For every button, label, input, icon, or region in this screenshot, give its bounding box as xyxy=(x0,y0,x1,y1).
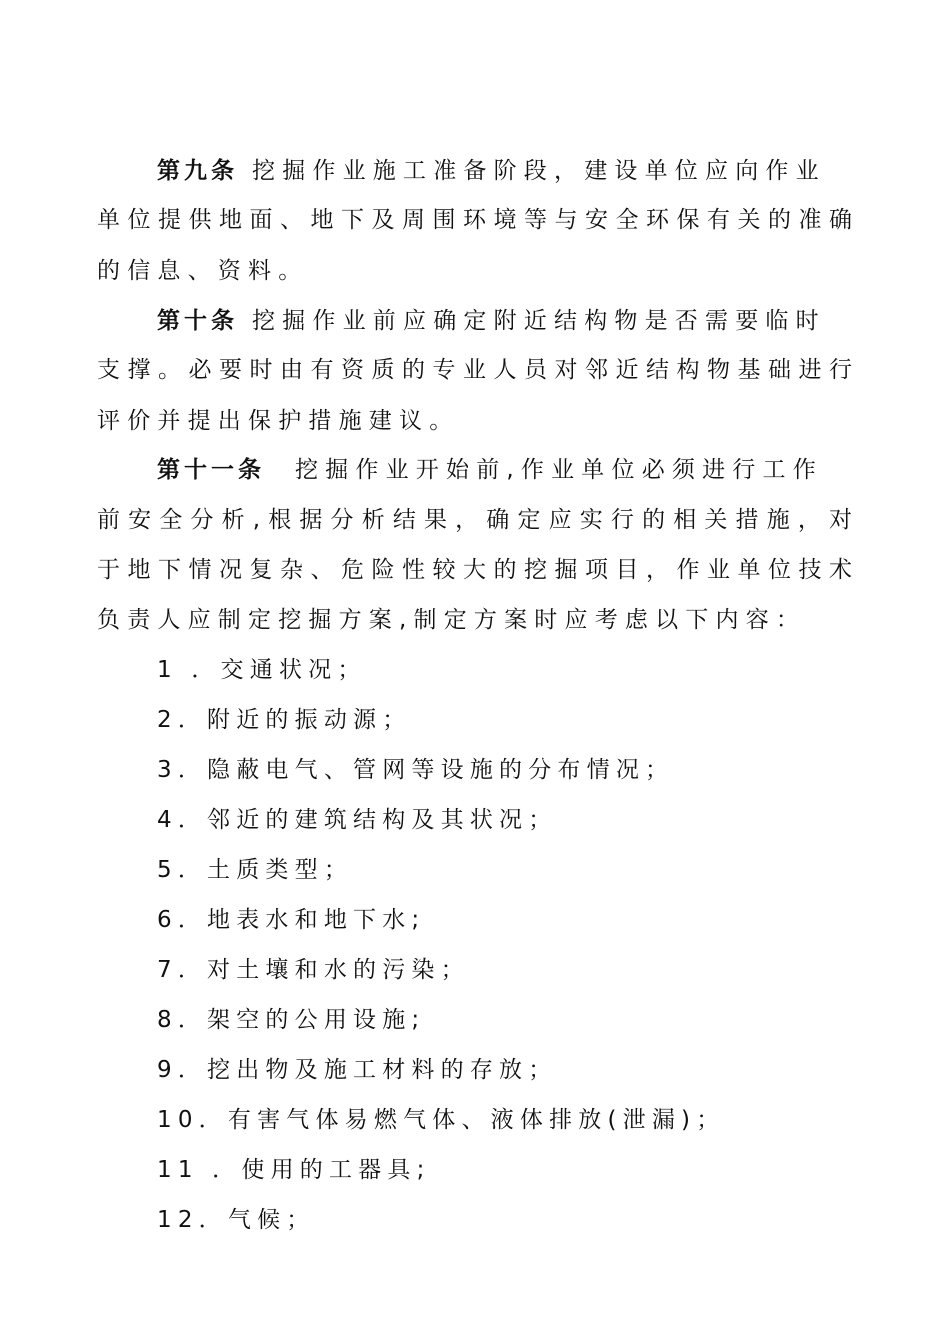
article-10-heading: 第十条 xyxy=(157,308,238,334)
article-11-text-1: 挖掘作业开始前,作业单位必须进行工作 xyxy=(295,457,823,483)
list-item: 5．土质类型； xyxy=(157,857,354,883)
article-10-line-2: 支撑。必要时由有资质的专业人员对邻近结构物基础进行 xyxy=(97,357,855,383)
article-11-line-1 xyxy=(157,455,823,485)
article-9-line-2: 单位提供地面、地下及周围环境等与安全环保有关的准确 xyxy=(97,207,855,233)
list-item: 7．对土壤和水的污染； xyxy=(157,957,470,983)
article-9-text-1: 挖掘作业施工准备阶段，建设单位应向作业 xyxy=(252,158,826,184)
article-9-line-1 xyxy=(157,156,826,186)
list-item: 4．邻近的建筑结构及其状况； xyxy=(157,807,558,833)
article-11-heading: 第十一条 xyxy=(157,457,265,483)
list-item: 11 ．使用的工器具; xyxy=(157,1157,431,1183)
list-item: 6．地表水和地下水; xyxy=(157,907,426,933)
list-item: 12．气候； xyxy=(157,1207,316,1233)
article-10-text-1: 挖掘作业前应确定附近结构物是否需要临时 xyxy=(252,308,826,334)
list-item: 9．挖出物及施工材料的存放； xyxy=(157,1057,558,1083)
list-item: 2．附近的振动源； xyxy=(157,707,412,733)
list-item: 8．架空的公用设施; xyxy=(157,1007,426,1033)
list-item: 10．有害气体易燃气体、液体排放(泄漏)； xyxy=(157,1107,726,1133)
list-item: 3．隐蔽电气、管网等设施的分布情况； xyxy=(157,757,675,783)
article-10-line-3: 评价并提出保护措施建议。 xyxy=(97,408,460,434)
article-11-line-2: 前安全分析,根据分析结果，确定应实行的相关措施，对 xyxy=(97,507,855,533)
list-item: 1 ．交通状况； xyxy=(157,657,367,683)
article-10-line-1 xyxy=(157,306,826,336)
article-9-heading: 第九条 xyxy=(157,158,238,184)
article-9-line-3: 的信息、资料。 xyxy=(97,258,309,284)
article-11-line-4: 负责人应制定挖掘方案,制定方案时应考虑以下内容： xyxy=(97,607,807,633)
article-11-line-3: 于地下情况复杂、危险性较大的挖掘项目，作业单位技术 xyxy=(97,557,855,583)
